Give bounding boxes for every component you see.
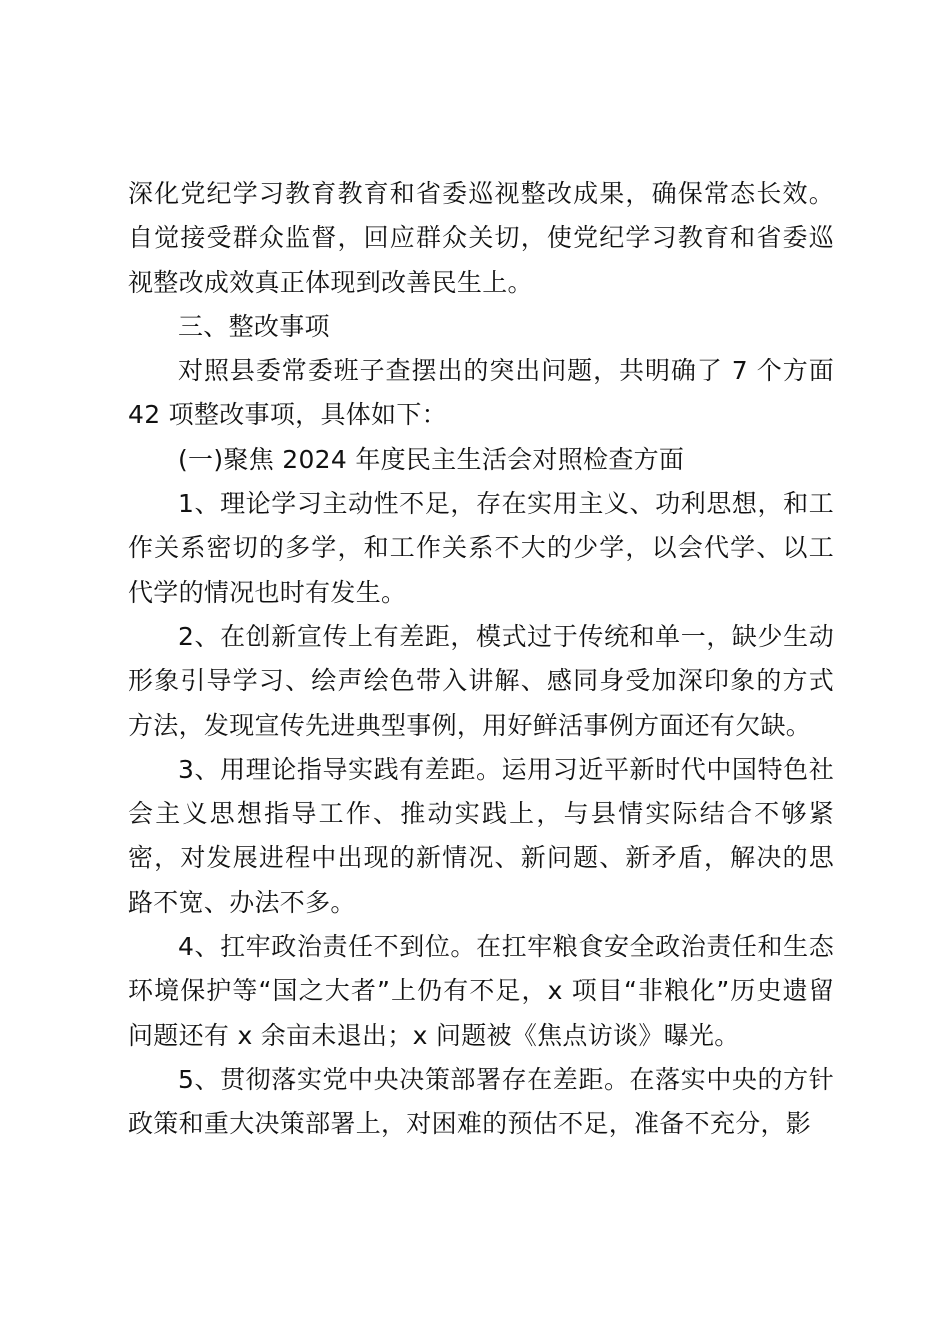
paragraph: 深化党纪学习教育教育和省委巡视整改成果，确保常态长效。自觉接受群众监督，回应群众关切，使党纪学习教育和省委巡视整改成效真正体现到改善民生上。 [128, 179, 834, 297]
list-item: 4、扛牢政治责任不到位。在扛牢粮食安全政治责任和生态环境保护等“国之大者”上仍有不足，x 项目“非粮化”历史遗留问题还有 x 余亩未退出；x 问题被《焦点访谈》曝光。 [128, 932, 834, 1050]
document-body [128, 172, 834, 1147]
paragraph: 对照县委常委班子查摆出的突出问题，共明确了 7 个方面 42 项整改事项，具体如下： [128, 356, 834, 430]
list-item: 5、贯彻落实党中央决策部署存在差距。在落实中央的方针政策和重大决策部署上，对困难的预估不足，准备不充分，影 [128, 1064, 834, 1139]
list-item: 1、理论学习主动性不足，存在实用主义、功利思想，和工作关系密切的多学，和工作关系不大的少学，以会代学、以工代学的情况也时有发生。 [128, 489, 834, 607]
list-item: 2、在创新宣传上有差距，模式过于传统和单一，缺少生动形象引导学习、绘声绘色带入讲解、感同身受加深印象的方式方法，发现宣传先进典型事例，用好鲜活事例方面还有欠缺。 [128, 621, 834, 740]
subsection-heading: (一)聚焦 2024 年度民主生活会对照检查方面 [178, 444, 685, 474]
section-heading: 三、整改事项 [178, 311, 330, 341]
list-item: 3、用理论指导实践有差距。运用习近平新时代中国特色社会主义思想指导工作、推动实践上，与县情实际结合不够紧密，对发展进程中出现的新情况、新问题、新矛盾，解决的思路不宽、办法不多。 [128, 754, 834, 917]
